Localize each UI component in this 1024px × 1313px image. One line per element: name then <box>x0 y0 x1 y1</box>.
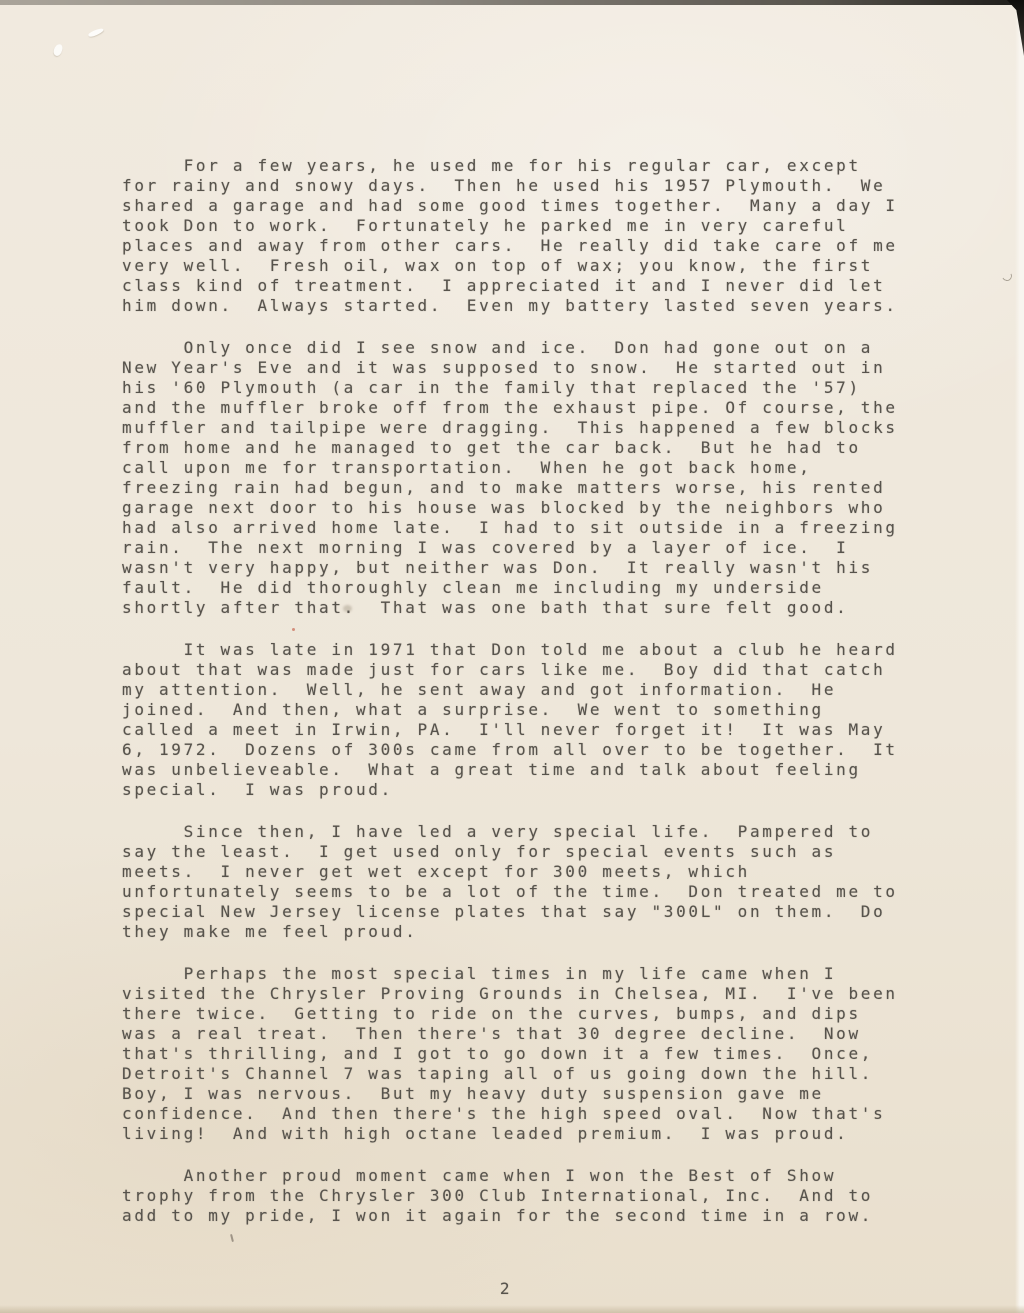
typed-line: called a meet in Irwin, PA. I'll never forget it! It was May <box>122 720 886 739</box>
typed-line: was unbelieveable. What a great time and talk about feeling <box>122 760 861 779</box>
paper-crease <box>88 27 105 38</box>
typed-line: visited the Chrysler Proving Grounds in Chelsea, MI. I've been <box>122 984 898 1003</box>
typed-line: meets. I never get wet except for 300 meets, which <box>122 862 750 881</box>
typed-line: wasn't very happy, but neither was Don. It really wasn't his <box>122 558 874 577</box>
scan-edge-right <box>1015 4 1024 1313</box>
typed-line: they make me feel proud. <box>122 922 418 941</box>
paragraph <box>122 338 898 618</box>
paper-speck <box>1001 270 1014 283</box>
typed-line: my attention. Well, he sent away and got information. He <box>122 680 837 699</box>
typed-line: For a few years, he used me for his regular car, except <box>122 156 861 175</box>
scan-edge-bottom <box>0 1305 1024 1313</box>
typed-line: from home and he managed to get the car back. But he had to <box>122 438 861 457</box>
typed-line: trophy from the Chrysler 300 Club International, Inc. And to <box>122 1186 874 1205</box>
typed-line: special. I was proud. <box>122 780 393 799</box>
typed-line: Only once did I see snow and ice. Don had gone out on a <box>122 338 874 357</box>
typed-line: Perhaps the most special times in my life came when I <box>122 964 837 983</box>
typed-line: Another proud moment came when I won the Best of Show <box>122 1166 837 1185</box>
typed-line: that's thrilling, and I got to go down it a few times. Once, <box>122 1044 874 1063</box>
typed-line: was a real treat. Then there's that 30 degree decline. Now <box>122 1024 861 1043</box>
typed-line: call upon me for transportation. When he got back home, <box>122 458 812 477</box>
typed-line: freezing rain had begun, and to make matters worse, his rented <box>122 478 886 497</box>
typed-line: 6, 1972. Dozens of 300s came from all over to be together. It <box>122 740 898 759</box>
typed-line: Boy, I was nervous. But my heavy duty suspension gave me <box>122 1084 824 1103</box>
typed-line: took Don to work. Fortunately he parked me in very careful <box>122 216 849 235</box>
paper-crease <box>53 43 64 57</box>
typed-line: Since then, I have led a very special life. Pampered to <box>122 822 874 841</box>
typed-line: and the muffler broke off from the exhaust pipe. Of course, the <box>122 398 898 417</box>
typed-line: rain. The next morning I was covered by a layer of ice. I <box>122 538 849 557</box>
scan-edge-top <box>0 0 1024 5</box>
paragraph <box>122 964 898 1144</box>
typed-line: add to my pride, I won it again for the second time in a row. <box>122 1206 874 1225</box>
paragraph <box>122 640 898 800</box>
typed-line: very well. Fresh oil, wax on top of wax; you know, the first <box>122 256 874 275</box>
typed-line: for rainy and snowy days. Then he used his 1957 Plymouth. We <box>122 176 886 195</box>
paragraph <box>122 156 898 316</box>
typed-line: say the least. I get used only for special events such as <box>122 842 837 861</box>
typed-line: It was late in 1971 that Don told me about a club he heard <box>122 640 898 659</box>
typed-line: unfortunately seems to be a lot of the time. Don treated me to <box>122 882 898 901</box>
typed-line: him down. Always started. Even my battery lasted seven years. <box>122 296 898 315</box>
typed-line: fault. He did thoroughly clean me including my underside <box>122 578 824 597</box>
typed-line: places and away from other cars. He really did take care of me <box>122 236 898 255</box>
typed-line: living! And with high octane leaded premium. I was proud. <box>122 1124 849 1143</box>
typed-line: garage next door to his house was blocked by the neighbors who <box>122 498 886 517</box>
typed-line: Detroit's Channel 7 was taping all of us going down the hill. <box>122 1064 874 1083</box>
typed-line: confidence. And then there's the high speed oval. Now that's <box>122 1104 886 1123</box>
typed-line: had also arrived home late. I had to sit outside in a freezing <box>122 518 898 537</box>
typed-line: his '60 Plymouth (a car in the family that replaced the '57) <box>122 378 861 397</box>
typed-line: muffler and tailpipe were dragging. This happened a few blocks <box>122 418 898 437</box>
typed-line: shortly after that. That was one bath that sure felt good. <box>122 598 849 617</box>
page-number: 2 <box>499 1279 513 1298</box>
typed-line: there twice. Getting to ride on the curves, bumps, and dips <box>122 1004 861 1023</box>
typed-line: class kind of treatment. I appreciated it and I never did let <box>122 276 886 295</box>
typed-line: shared a garage and had some good times together. Many a day I <box>122 196 898 215</box>
typed-line: New Year's Eve and it was supposed to snow. He started out in <box>122 358 886 377</box>
typed-text-block <box>122 156 898 1248</box>
paragraph <box>122 1166 898 1226</box>
paragraph <box>122 822 898 942</box>
typed-line: joined. And then, what a surprise. We went to something <box>122 700 824 719</box>
typed-line: about that was made just for cars like me. Boy did that catch <box>122 660 886 679</box>
typed-line: special New Jersey license plates that say "300L" on them. Do <box>122 902 886 921</box>
